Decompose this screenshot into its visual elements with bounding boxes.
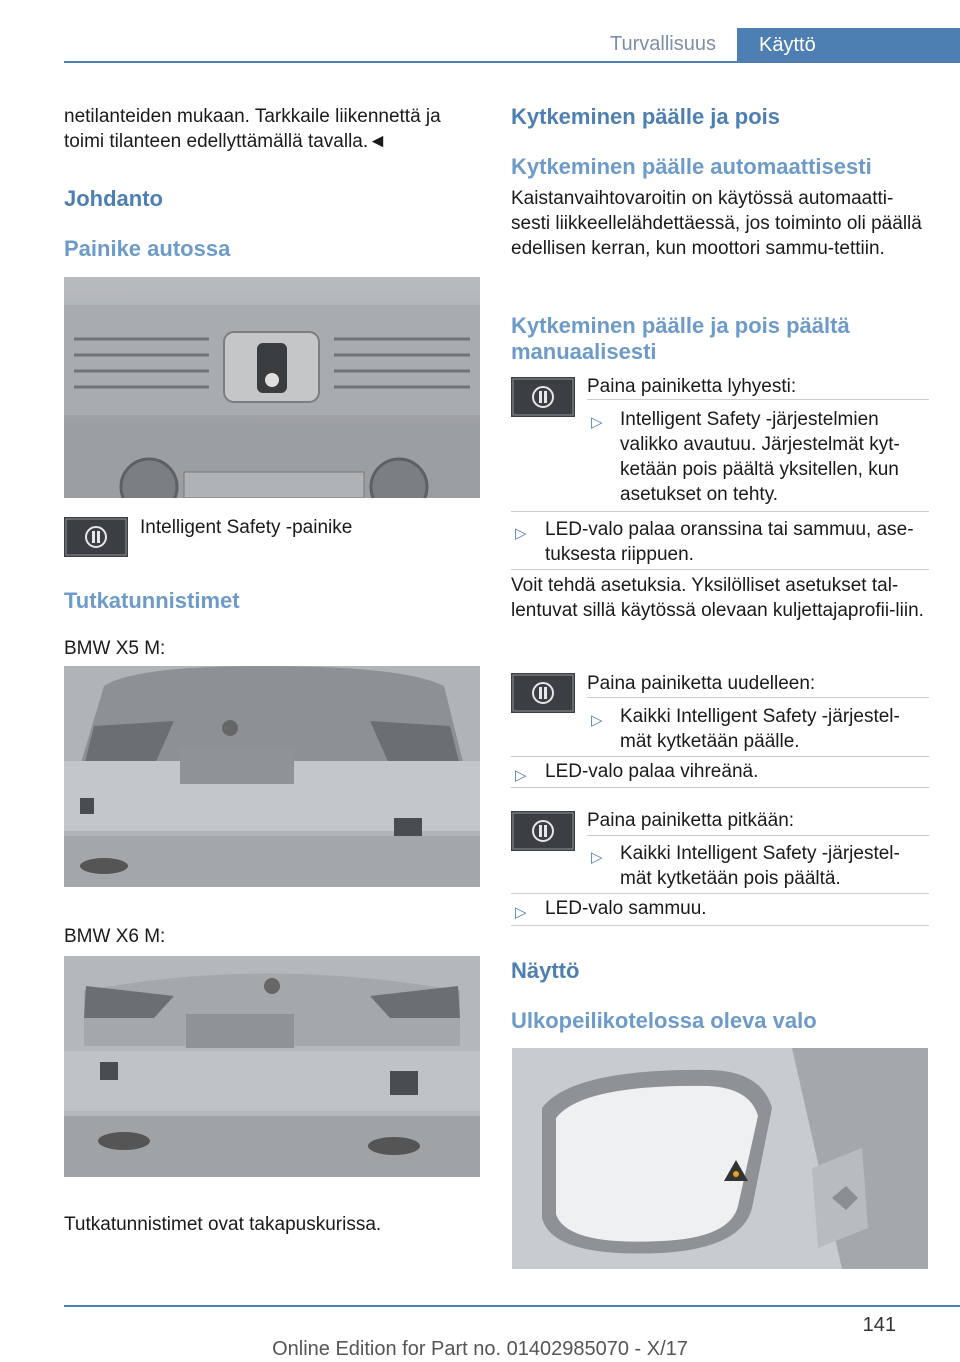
short-press-text: Paina painiketta lyhyesti:: [587, 376, 797, 397]
heading-johdanto: Johdanto: [64, 186, 163, 211]
mirror-light-image: [512, 1048, 928, 1269]
intro-text: netilanteiden mukaan. Tarkkaile liikennettä ja toimi tilanteen edellyttämällä tavalla.◄: [64, 106, 441, 152]
short-bullet-text: Intelligent Safety -järjestelmien valikko avautuu. Järjestelmät kyt‐ketään pois päältä yksitellen, kun asetukset on tehty.: [620, 409, 900, 505]
separator: [511, 787, 929, 788]
triangle-right-icon: ▷: [515, 767, 527, 784]
triangle-right-icon: ▷: [591, 712, 603, 729]
triangle-right-icon: ▷: [515, 904, 527, 921]
heading-painike-autossa: Painike autossa: [64, 236, 231, 261]
intelligent-safety-button-icon: [64, 517, 128, 557]
heading-automaattisesti: Kytkeminen päälle automaattisesti: [511, 154, 872, 179]
again-bullet-text: Kaikki Intelligent Safety -järjestel‐mät kytketään päälle.: [620, 706, 900, 752]
x6-label: BMW X6 M:: [64, 926, 166, 947]
long-press-text: Paina painiketta pitkään:: [587, 810, 795, 831]
button-icon-long: [511, 811, 575, 851]
triangle-right-icon: ▷: [515, 525, 527, 542]
bmw-x5-rear-image: [64, 666, 480, 887]
separator: [587, 697, 929, 698]
triangle-right-icon: ▷: [591, 414, 603, 431]
heading-kytkeminen: Kytkeminen päälle ja pois: [511, 104, 780, 129]
separator: [511, 893, 929, 894]
short-led-text: LED-valo palaa oranssina tai sammuu, ase‐tuksesta riippuen.: [545, 519, 914, 565]
again-press-text: Paina painiketta uudelleen:: [587, 673, 816, 694]
tab-turvallisuus[interactable]: Turvallisuus: [610, 33, 716, 55]
header-divider: [64, 61, 960, 63]
settings-text: Voit tehdä asetuksia. Yksilölliset asetukset tal‐lentuvat sillä käytössä olevaan kuljettajaprofii‐liin.: [511, 575, 924, 621]
triangle-right-icon: ▷: [591, 849, 603, 866]
separator: [511, 511, 929, 512]
separator: [511, 756, 929, 757]
heading-ulkopeili: Ulkopeilikotelossa oleva valo: [511, 1008, 817, 1033]
again-led-text: LED-valo palaa vihreänä.: [545, 761, 759, 782]
long-bullet-text: Kaikki Intelligent Safety -järjestel‐mät kytketään pois päältä.: [620, 843, 900, 889]
button-icon-short: [511, 377, 575, 417]
button-caption: Intelligent Safety -painike: [140, 517, 353, 538]
heading-manuaalisesti: Kytkeminen päälle ja pois päältä manuaalisesti: [511, 313, 850, 364]
bmw-x6-rear-image: [64, 956, 480, 1177]
tab-kaytto[interactable]: Käyttö: [737, 28, 960, 63]
heading-tutkatunnistimet: Tutkatunnistimet: [64, 588, 240, 613]
long-led-text: LED-valo sammuu.: [545, 898, 707, 919]
separator: [587, 835, 929, 836]
page-number: 141: [862, 1314, 896, 1336]
tutka-text: Tutkatunnistimet ovat takapuskurissa.: [64, 1214, 382, 1235]
button-icon-again: [511, 673, 575, 713]
edition-text: Online Edition for Part no. 01402985070 - X/17: [272, 1338, 688, 1360]
separator: [511, 569, 929, 570]
auto-text: Kaistanvaihtovaroitin on käytössä automaatti‐sesti liikkeellelähdettäessä, jos toiminto oli päällä edellisen kerran, kun moottori sammu‐tettiin.: [511, 188, 922, 259]
separator: [587, 399, 929, 400]
x5-label: BMW X5 M:: [64, 638, 166, 659]
heading-naytto: Näyttö: [511, 958, 580, 983]
separator: [511, 925, 929, 926]
dashboard-button-image: [64, 277, 480, 498]
footer-divider: [64, 1305, 960, 1307]
